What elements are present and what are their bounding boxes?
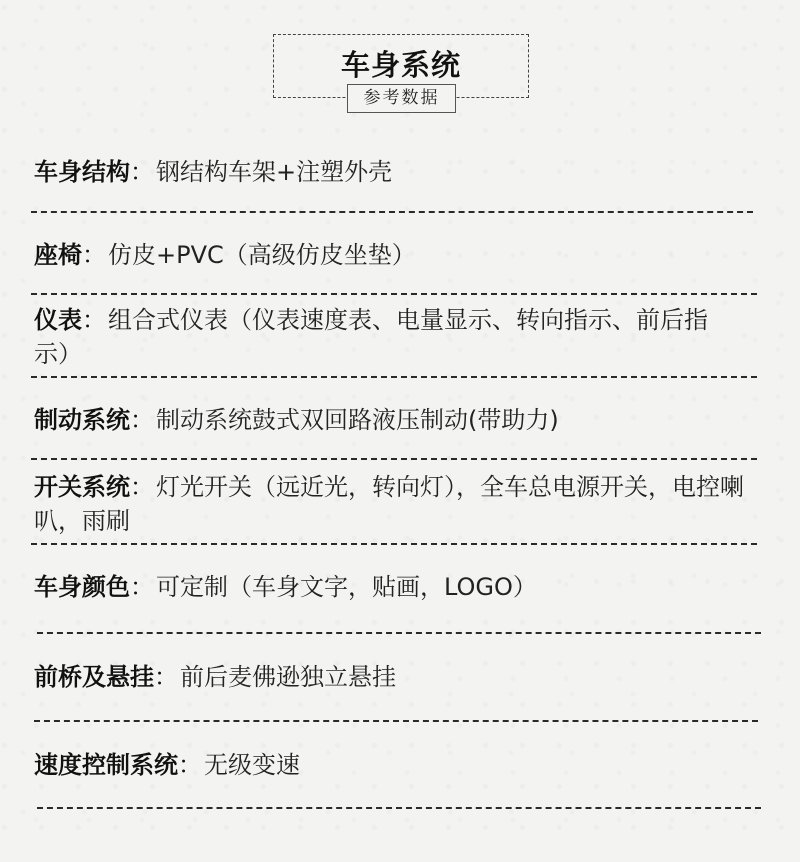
spec-colon: ： — [178, 751, 202, 779]
spec-value: 前后麦佛逊独立悬挂 — [180, 663, 396, 691]
spec-colon: ： — [82, 241, 106, 269]
divider — [31, 458, 757, 460]
spec-colon: ： — [130, 473, 154, 501]
spec-colon: ： — [130, 406, 154, 434]
spec-value: 灯光开关（远近光，转向灯），全车总电源开关，电控喇叭，雨刷 — [34, 473, 744, 535]
spec-value: 制动系统鼓式双回路液压制动(带助力) — [156, 406, 559, 434]
page-title: 车身系统 — [340, 48, 461, 82]
spec-key: 车身颜色 — [34, 573, 130, 601]
divider — [31, 211, 753, 213]
spec-key: 速度控制系统 — [34, 751, 178, 779]
spec-value: 无级变速 — [204, 751, 300, 779]
spec-key: 仪表 — [34, 306, 82, 334]
spec-value: 钢结构车架+注塑外壳 — [156, 158, 393, 186]
divider — [31, 543, 757, 545]
spec-key: 制动系统 — [34, 406, 130, 434]
divider — [34, 720, 758, 722]
spec-row-switch-system — [34, 470, 774, 538]
divider — [31, 293, 757, 295]
spec-value: 仿皮+PVC（高级仿皮坐垫） — [108, 241, 416, 269]
spec-row-front-axle — [34, 660, 764, 694]
spec-row-speed-control — [34, 748, 764, 782]
spec-colon: ： — [154, 663, 178, 691]
spec-colon: ： — [82, 306, 106, 334]
divider — [37, 807, 761, 809]
spec-colon: ： — [130, 158, 154, 186]
spec-key: 开关系统 — [34, 473, 130, 501]
spec-key: 前桥及悬挂 — [34, 663, 154, 691]
divider — [31, 376, 757, 378]
spec-row-seat — [34, 238, 764, 272]
spec-row-body-structure — [34, 155, 764, 189]
spec-value: 可定制（车身文字，贴画，LOGO） — [156, 573, 537, 601]
subtitle-tag: 参考数据 — [347, 84, 456, 113]
divider — [37, 632, 761, 634]
spec-row-instrument — [34, 303, 734, 371]
spec-row-body-color — [34, 570, 764, 604]
spec-value: 组合式仪表（仪表速度表、电量显示、转向指示、前后指示） — [34, 306, 708, 368]
spec-key: 车身结构 — [34, 158, 130, 186]
spec-row-brake-system — [34, 403, 764, 437]
spec-key: 座椅 — [34, 241, 82, 269]
spec-colon: ： — [130, 573, 154, 601]
